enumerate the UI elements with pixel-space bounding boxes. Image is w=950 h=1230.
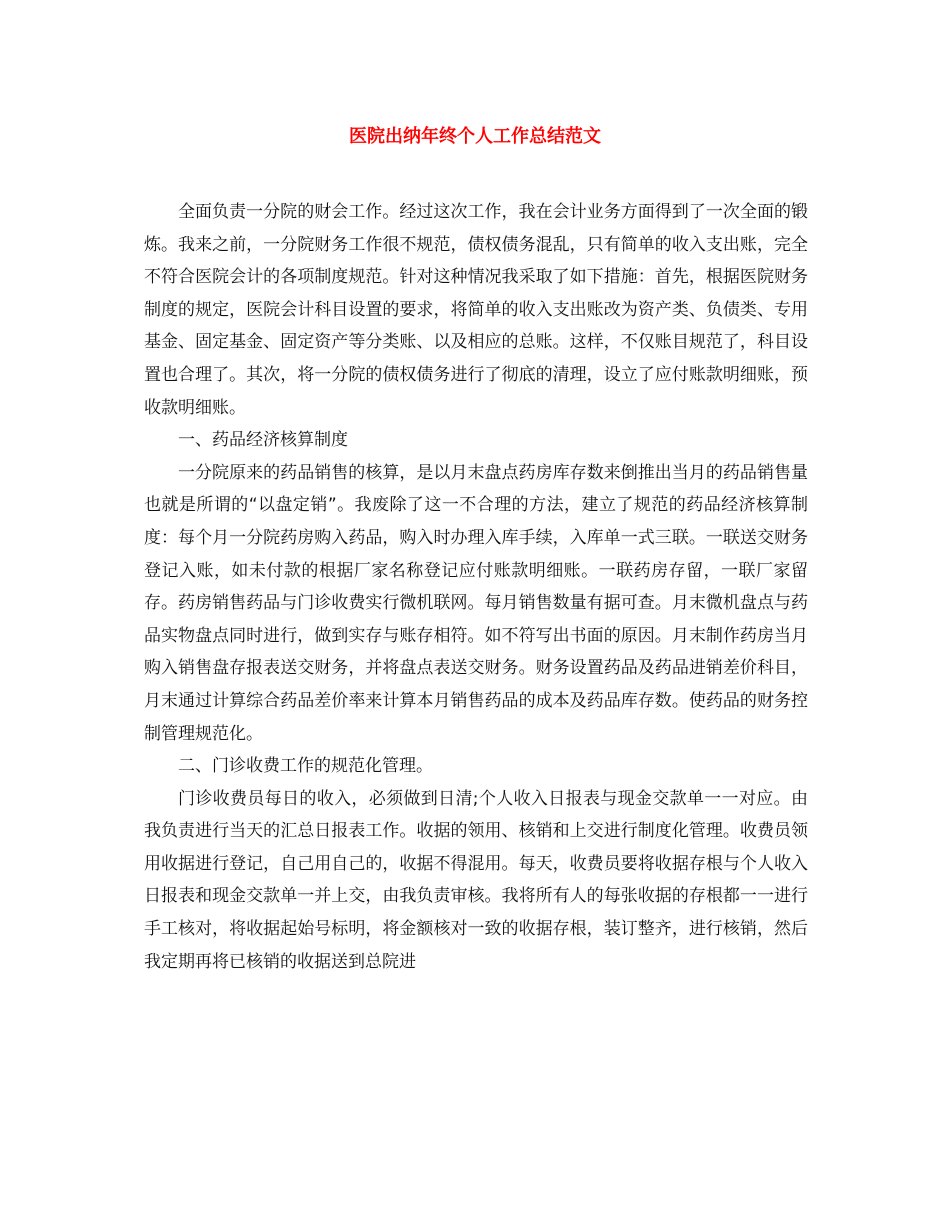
paragraph-outpatient-fees: 门诊收费员每日的收入，必须做到日清;个人收入日报表与现金交款单一一对应。由我负责进行当天的汇总日报表工作。收据的领用、核销和上交进行制度化管理。收费员领用收据进行登记，自己用自己的，收据不得混用。每天，收费员要将收据存根与个人收入日报表和现金交款单一并上交，由我负责审核。我将所有人的每张收据的存根都一一进行手工核对，将收据起始号标明，将金额核对一致的收据存根，装订整齐，进行核销，然后我定期再将已核销的收据送到总院进 xyxy=(144,788,808,972)
document-title: 医院出纳年终个人工作总结范文 xyxy=(349,126,601,147)
paragraph-intro: 全面负责一分院的财会工作。经过这次工作，我在会计业务方面得到了一次全面的锻炼。我来之前，一分院财务工作很不规范，债权债务混乱，只有简单的收入支出账，完全不符合医院会计的各项制度规范。针对这种情况我采取了如下措施：首先，根据医院财务制度的规定，医院会计科目设置的要求，将简单的收入支出账改为资产类、负债类、专用基金、固定基金、固定资产等分类账、以及相应的总账。这样，不仅账目规范了，科目设置也合理了。其次，将一分院的债权债务进行了彻底的清理，设立了应付账款明细账，预收款明细账。 xyxy=(144,202,808,418)
paragraph-drug-accounting: 一分院原来的药品销售的核算，是以月末盘点药房库存数来倒推出当月的药品销售量也就是所谓的“以盘定销”。我废除了这一不合理的方法，建立了规范的药品经济核算制度：每个月一分院药房购入药品，购入时办理入库手续，入库单一式三联。一联送交财务登记入账，如未付款的根据厂家名称登记应付账款明细账。一联药房存留，一联厂家留存。药房销售药品与门诊收费实行微机联网。每月销售数量有据可查。月末微机盘点与药品实物盘点同时进行，做到实存与账存相符。如不符写出书面的原因。月末制作药房当月购入销售盘存报表送交财务，并将盘点表送交财务。财务设置药品及药品进销差价科目，月末通过计算综合药品差价率来计算本月销售药品的成本及药品库存数。使药品的财务控制管理规范化。 xyxy=(144,462,808,744)
section-heading-1: 一、药品经济核算制度 xyxy=(178,430,348,451)
document-body xyxy=(144,196,808,978)
section-heading-2: 二、门诊收费工作的规范化管理。 xyxy=(178,756,433,777)
